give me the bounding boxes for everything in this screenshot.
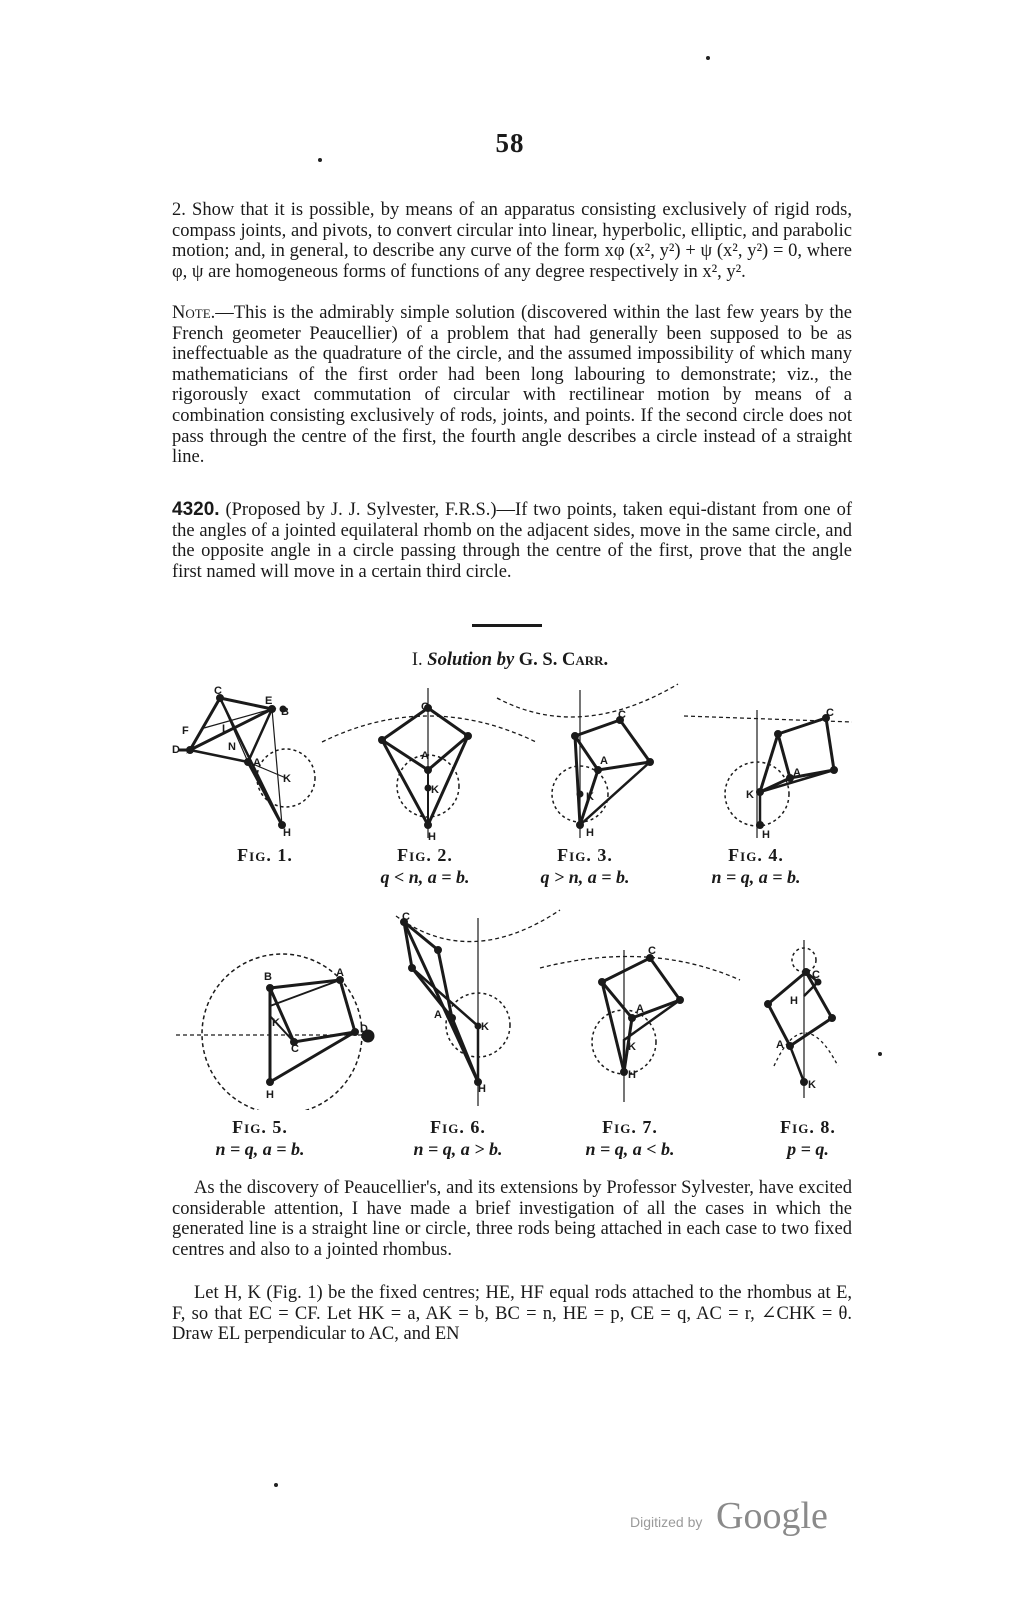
scan-speck (318, 158, 322, 162)
fig5-label-k: K (272, 1017, 280, 1029)
figure-7-title: Fig. 7. (602, 1117, 658, 1137)
fig7-label-a: A (636, 1003, 644, 1015)
fig3-label-h: H (586, 827, 594, 839)
figure-1-title: Fig. 1. (237, 845, 293, 865)
fig4-label-a: A (793, 767, 801, 779)
figure-1-caption (185, 844, 345, 866)
definitions-paragraph: Let H, K (Fig. 1) be the fixed centres; HE, HF equal rods attached to the rhombus at E, F, so that EC = CF. Let HK = a, AK = b, BC = n, HE = p, CE = q, AC = r, ∠CHK = θ. Draw EL perpendicular to AC, and EN (172, 1283, 852, 1345)
fig1-label-k: K (283, 773, 291, 785)
note-label: Note. (172, 303, 216, 323)
solution-heading (0, 650, 1020, 671)
figure-3-title: Fig. 3. (557, 845, 613, 865)
figure-4-caption (676, 844, 836, 888)
figure-4-condition: n = q, a = b. (711, 867, 801, 887)
solution-numeral: I. (411, 650, 423, 670)
fig7-label-h: H (628, 1069, 636, 1081)
figure-7-diagram (540, 950, 740, 1102)
digitized-by-label: Digitized by (630, 1514, 703, 1530)
fig1-label-c: C (214, 685, 222, 697)
figure-3-caption (505, 844, 665, 888)
figure-8-condition: p = q. (787, 1139, 829, 1159)
fig2-label-a: A (421, 750, 429, 762)
figure-4-diagram (684, 710, 852, 838)
fig1-label-f: F (182, 725, 189, 737)
figure-8-title: Fig. 8. (780, 1117, 836, 1137)
fig6-label-h: H (478, 1083, 486, 1095)
fig4-label-h: H (762, 829, 770, 841)
page-number: 58 (495, 128, 525, 158)
fig7-label-c: C (648, 945, 656, 957)
fig4-label-c: C (826, 707, 834, 719)
figure-6-condition: n = q, a > b. (413, 1139, 503, 1159)
fig5-label-b: B (264, 971, 272, 983)
figure-6-title: Fig. 6. (430, 1117, 486, 1137)
fig2-label-k: K (431, 784, 439, 796)
figure-5-caption (180, 1116, 340, 1160)
figure-7-condition: n = q, a < b. (585, 1139, 675, 1159)
google-logo: Google (716, 1495, 828, 1537)
fig1-label-a: A (253, 757, 261, 769)
fig5-label-h: H (266, 1089, 274, 1101)
fig1-label-d: D (172, 744, 180, 756)
fig1-label-b: B (281, 706, 289, 718)
fig6-label-c: C (402, 911, 410, 923)
solution-by: Solution by (427, 650, 515, 670)
fig6-label-k: K (481, 1021, 489, 1033)
question-4320-paragraph (172, 500, 852, 582)
figure-2-condition: q < n, a = b. (380, 867, 470, 887)
fig1-label-l: L (222, 723, 229, 735)
fig5-label-a: A (336, 967, 344, 979)
fig3-label-a: A (600, 755, 608, 767)
figure-8-caption (728, 1116, 888, 1160)
question-number: 4320. (172, 499, 220, 520)
fig1-label-n: N (228, 741, 236, 753)
section-divider (472, 624, 542, 627)
fig8-label-c: C (812, 969, 820, 981)
discovery-paragraph: As the discovery of Peaucellier's, and its extensions by Professor Sylvester, have excited considerable attention, I have made a brief investigation of all the cases in which the generated line is a straight line or circle, three rods being attached in each case to two fixed centres and also to a jointed rhombus. (172, 1178, 852, 1260)
fig8-label-k: K (808, 1079, 816, 1091)
figure-5-title: Fig. 5. (232, 1117, 288, 1137)
figure-8-diagram (765, 940, 839, 1098)
figure-3-condition: q > n, a = b. (540, 867, 630, 887)
figure-4-title: Fig. 4. (728, 845, 784, 865)
figure-1-diagram (178, 695, 315, 829)
figure-6-caption (378, 1116, 538, 1160)
figure-2-title: Fig. 2. (397, 845, 453, 865)
figures-illustration (0, 670, 1020, 1110)
figure-3-diagram (497, 684, 678, 838)
fig3-label-c: C (618, 709, 626, 721)
note-paragraph (172, 303, 852, 468)
fig8-label-a: A (776, 1039, 784, 1051)
fig7-label-k: K (628, 1041, 636, 1053)
figure-5-condition: n = q, a = b. (215, 1139, 305, 1159)
scan-speck (878, 1052, 882, 1056)
fig8-label-h: H (790, 995, 798, 1007)
solution-author: G. S. Carr. (518, 650, 609, 670)
scan-speck (274, 1483, 278, 1487)
fig1-label-e: E (265, 695, 273, 707)
fig2-label-c: C (421, 701, 429, 713)
question-text: (Proposed by J. J. Sylvester, F.R.S.)—If two points, taken equi-distant from one of the angles of a jointed equilateral rhomb on the adjacent sides, move in the same circle, and the opposite angle in a circle passing through the centre of the first, prove that the angle first named will move in a certain third circle. (172, 500, 852, 582)
fig4-label-k: K (746, 789, 754, 801)
fig6-label-a: A (434, 1009, 442, 1021)
figure-5-diagram (176, 954, 374, 1110)
figure-7-caption (550, 1116, 710, 1160)
fig5-label-d: D (360, 1023, 368, 1035)
fig5-label-c: C (291, 1043, 299, 1055)
figure-2-diagram (322, 688, 536, 838)
fig1-label-h: H (283, 827, 291, 839)
problem-2-paragraph: 2. Show that it is possible, by means of an apparatus consisting exclusively of rigid rods, compass joints, and pivots, to convert circular into linear, hyperbolic, elliptic, and parabolic motion; and, in general, to describe any curve of the form xφ (x², y²) + ψ (x², y²) = 0, where φ, ψ are homogeneous forms of functions of any degree respectively in x², y². (172, 200, 852, 282)
figure-6-diagram (396, 910, 560, 1106)
fig3-label-k: K (586, 791, 594, 803)
figure-2-caption (345, 844, 505, 888)
fig2-label-h: H (428, 831, 436, 843)
scan-speck (706, 56, 710, 60)
note-text: —This is the admirably simple solution (discovered within the last few years by the French geometer Peaucellier) of a problem that had generally been supposed to be as ineffectuable as the quadrature of the circle, and the assumed impossibility of which many mathematicians of the first order had been long labouring to demonstrate; viz., the rigorously exact commutation of circular with rectilinear motion by means of a combination consisting exclusively of rods, joints, and points. If the second circle does not pass through the centre of the first, the fourth angle describes a circle instead of a straight line. (172, 303, 852, 468)
